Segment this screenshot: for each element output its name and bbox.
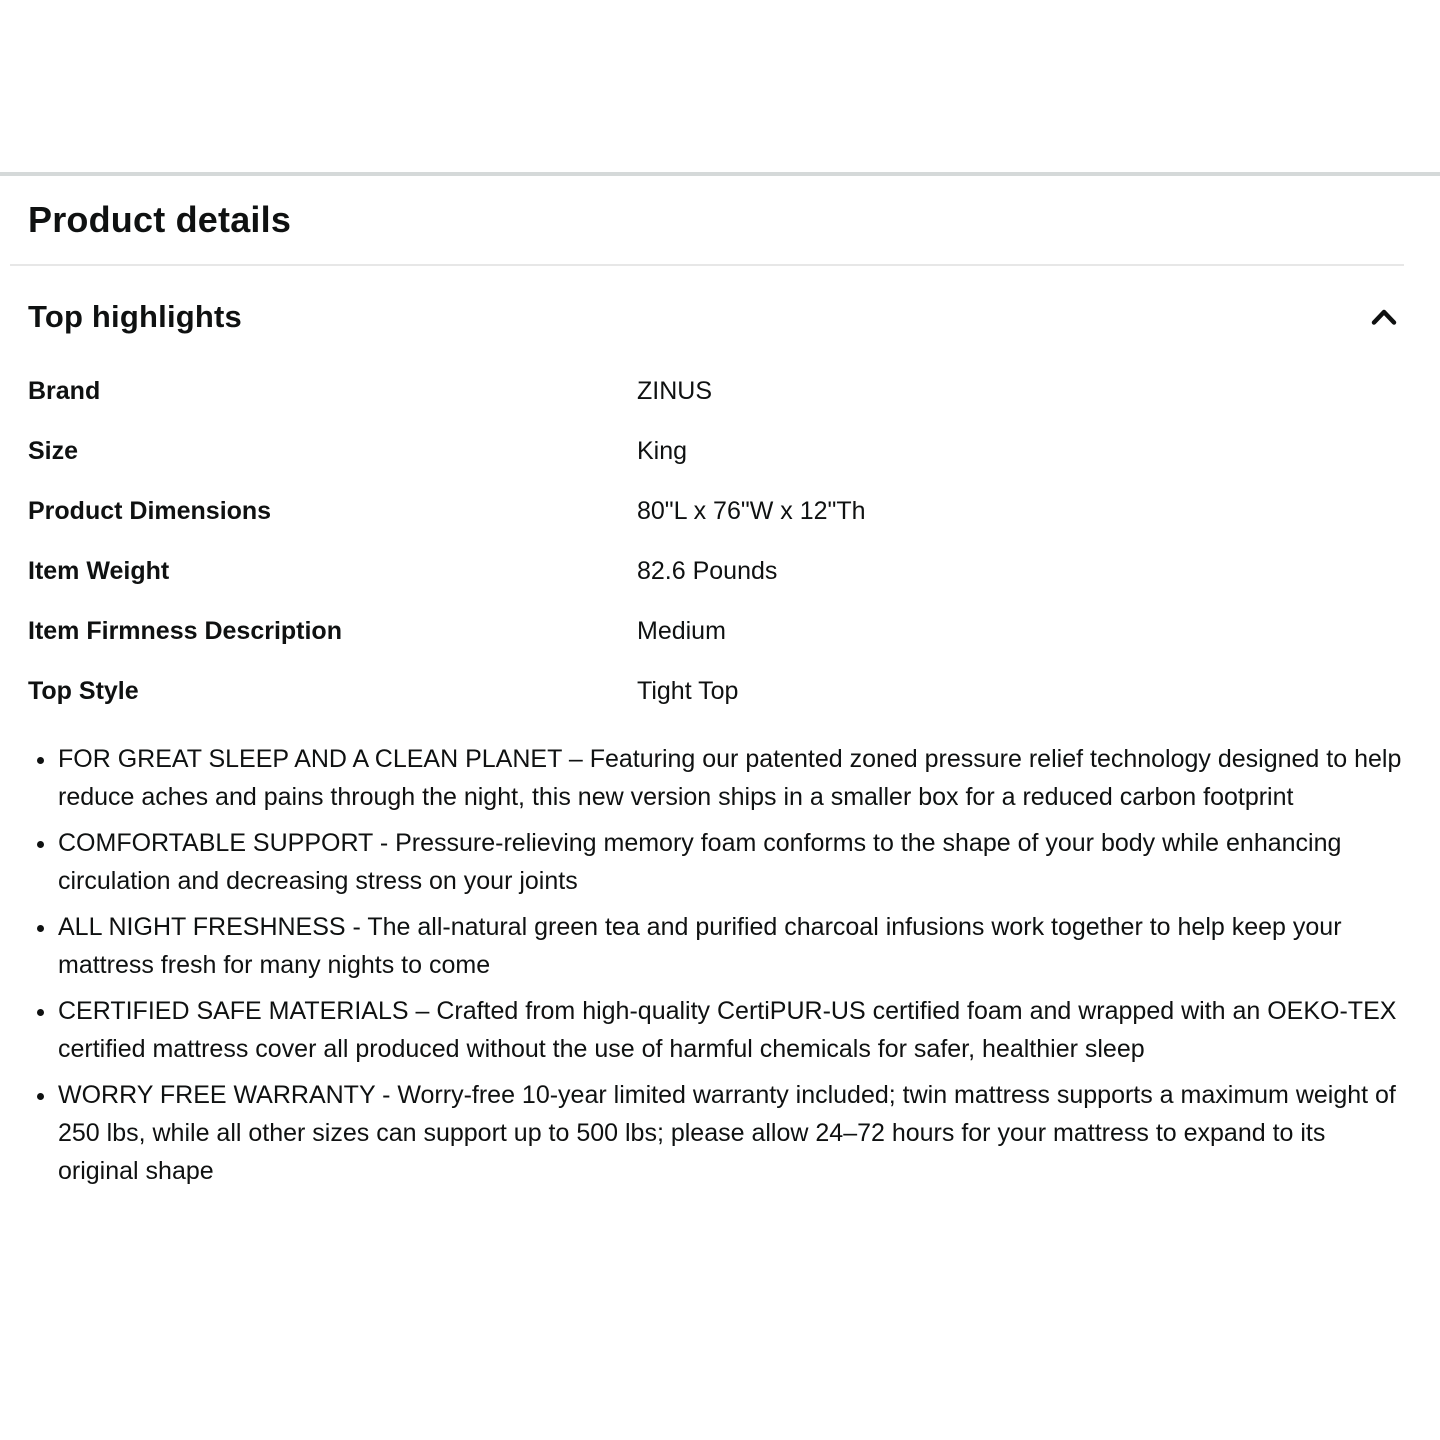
list-item: • ALL NIGHT FRESHNESS - The all-natural green tea and purified charcoal infusions work together to help keep your mattress fresh for many nights to come bbox=[58, 908, 1404, 984]
table-row bbox=[28, 558, 1404, 584]
row-label: Size bbox=[28, 437, 79, 465]
row-label: Top Style bbox=[28, 677, 139, 705]
table-row bbox=[28, 438, 1404, 464]
row-value: Tight Top bbox=[637, 677, 739, 705]
section-divider bbox=[0, 172, 1440, 176]
table-row bbox=[28, 498, 1404, 524]
highlights-table bbox=[28, 378, 1404, 704]
row-label: Product Dimensions bbox=[28, 497, 272, 525]
row-label: Item Firmness Description bbox=[28, 617, 342, 645]
table-row bbox=[28, 378, 1404, 404]
chevron-up-icon[interactable] bbox=[1370, 307, 1398, 327]
feature-bullet-list bbox=[28, 740, 1404, 1190]
list-item: • FOR GREAT SLEEP AND A CLEAN PLANET – Featuring our patented zoned pressure relief technology designed to help reduce aches and pains through the night, this new version ships in a smaller box for a reduced carbon footprint bbox=[58, 740, 1404, 816]
row-value: 82.6 Pounds bbox=[637, 557, 778, 585]
row-value: Medium bbox=[637, 617, 726, 645]
section-title: Top highlights bbox=[28, 299, 243, 334]
row-label: Item Weight bbox=[28, 557, 170, 585]
title-divider bbox=[10, 264, 1404, 266]
product-details-section bbox=[0, 198, 1440, 1190]
top-highlights-expander[interactable] bbox=[28, 298, 1404, 336]
row-value: King bbox=[637, 437, 688, 465]
row-value: 80"L x 76"W x 12"Th bbox=[637, 497, 866, 525]
table-row bbox=[28, 678, 1404, 704]
row-label: Brand bbox=[28, 377, 101, 405]
page-title: Product details bbox=[28, 199, 292, 240]
top-spacer bbox=[0, 0, 1440, 172]
list-item: • COMFORTABLE SUPPORT - Pressure-relieving memory foam conforms to the shape of your body while enhancing circulation and decreasing stress on your joints bbox=[58, 824, 1404, 900]
row-value: ZINUS bbox=[637, 377, 712, 405]
table-row bbox=[28, 618, 1404, 644]
list-item: • CERTIFIED SAFE MATERIALS – Crafted from high-quality CertiPUR-US certified foam and wrapped with an OEKO-TEX certified mattress cover all produced without the use of harmful chemicals for safer, healthier sleep bbox=[58, 992, 1404, 1068]
list-item: • WORRY FREE WARRANTY - Worry-free 10-year limited warranty included; twin mattress supports a maximum weight of 250 lbs, while all other sizes can support up to 500 lbs; please allow 24–72 hours for your mattress to expand to its original shape bbox=[58, 1076, 1404, 1190]
